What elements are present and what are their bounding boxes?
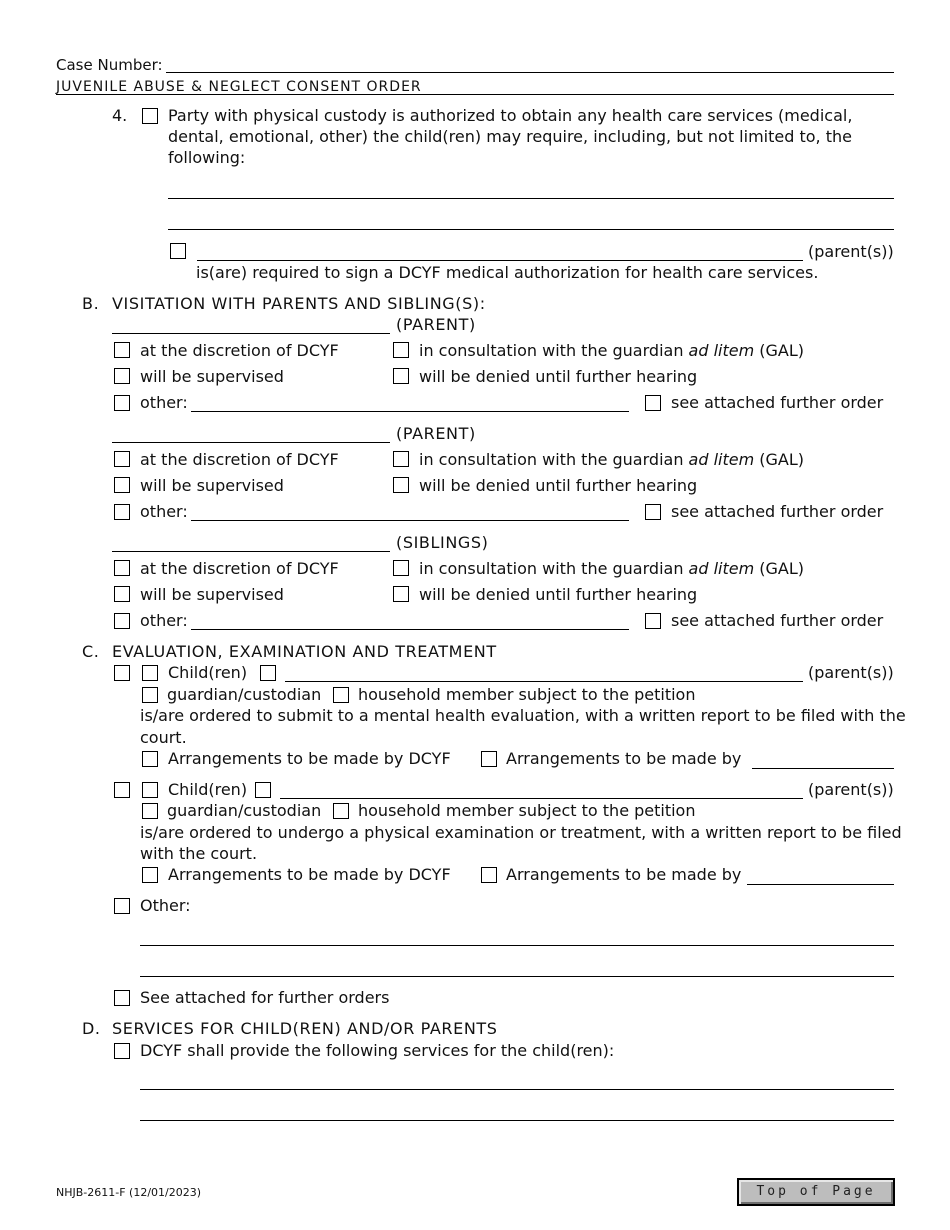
evaluation-other-field-2[interactable]: [140, 976, 894, 977]
form-title: JUVENILE ABUSE & NEGLECT CONSENT ORDER: [56, 79, 422, 95]
discretion-dcyf-label: at the discretion of DCYF: [140, 559, 339, 578]
arrangements-by-label: Arrangements to be made by: [506, 865, 742, 884]
order-text-line2: court.: [140, 728, 187, 747]
section-c-title: EVALUATION, EXAMINATION AND TREATMENT: [112, 642, 497, 661]
gal-consultation-checkbox[interactable]: [393, 560, 409, 576]
item-4-checkbox[interactable]: [142, 108, 158, 124]
section-d-title: SERVICES FOR CHILD(REN) AND/OR PARENTS: [112, 1019, 498, 1038]
parents-field[interactable]: [280, 798, 803, 799]
see-attached-checkbox[interactable]: [645, 504, 661, 520]
denied-checkbox[interactable]: [393, 368, 409, 384]
item-4-text-line2: dental, emotional, other) the child(ren) may require, including, but not limited to, the: [168, 127, 852, 146]
gal-consultation-label: in consultation with the guardian ad litem (GAL): [419, 341, 805, 360]
arrangements-by-label: Arrangements to be made by: [506, 749, 742, 768]
other-field[interactable]: [191, 520, 629, 521]
arrangements-dcyf-label: Arrangements to be made by DCYF: [168, 749, 451, 768]
parents-suffix: (parent(s)): [808, 780, 894, 799]
section-d-letter: D.: [82, 1019, 101, 1038]
gal-consultation-checkbox[interactable]: [393, 342, 409, 358]
other-label: other:: [140, 611, 188, 630]
other-checkbox[interactable]: [114, 613, 130, 629]
visitation-party-label: (PARENT): [396, 315, 476, 334]
evaluation-other-checkbox[interactable]: [114, 898, 130, 914]
top-of-page-button[interactable]: Top of Page: [737, 1178, 895, 1206]
household-checkbox[interactable]: [333, 803, 349, 819]
other-label: other:: [140, 502, 188, 521]
supervised-label: will be supervised: [140, 476, 284, 495]
household-checkbox[interactable]: [333, 687, 349, 703]
visitation-party-label: (PARENT): [396, 424, 476, 443]
visitation-party-label: (SIBLINGS): [396, 533, 489, 552]
visitation-party-field[interactable]: [112, 442, 390, 443]
parents-checkbox[interactable]: [260, 665, 276, 681]
guardian-checkbox[interactable]: [142, 803, 158, 819]
arrangements-by-field[interactable]: [747, 884, 894, 885]
dcyf-services-checkbox[interactable]: [114, 1043, 130, 1059]
see-attached-checkbox[interactable]: [645, 613, 661, 629]
supervised-checkbox[interactable]: [114, 368, 130, 384]
arrangements-dcyf-label: Arrangements to be made by DCYF: [168, 865, 451, 884]
examination-checkbox[interactable]: [114, 782, 130, 798]
child-label: Child(ren): [168, 780, 248, 799]
item-4-number: 4.: [112, 106, 128, 125]
arrangements-by-field[interactable]: [752, 768, 894, 769]
household-label: household member subject to the petition: [358, 801, 696, 820]
item-4-parents-suffix: (parent(s)): [808, 242, 894, 261]
item-4-services-field-2[interactable]: [168, 229, 894, 230]
gal-consultation-label: in consultation with the guardian ad litem (GAL): [419, 559, 805, 578]
arrangements-dcyf-checkbox[interactable]: [142, 751, 158, 767]
denied-label: will be denied until further hearing: [419, 476, 698, 495]
denied-checkbox[interactable]: [393, 586, 409, 602]
order-text-line2: with the court.: [140, 844, 258, 863]
evaluation-checkbox[interactable]: [114, 665, 130, 681]
denied-label: will be denied until further hearing: [419, 367, 698, 386]
case-number-field[interactable]: [166, 72, 894, 73]
arrangements-dcyf-checkbox[interactable]: [142, 867, 158, 883]
arrangements-by-checkbox[interactable]: [481, 751, 497, 767]
evaluation-other-field-1[interactable]: [140, 945, 894, 946]
child-checkbox[interactable]: [142, 665, 158, 681]
dcyf-services-field-1[interactable]: [140, 1089, 894, 1090]
form-number: NHJB-2611-F (12/01/2023): [56, 1186, 202, 1199]
item-4-text-line1: Party with physical custody is authorized to obtain any health care services (medical,: [168, 106, 853, 125]
household-label: household member subject to the petition: [358, 685, 696, 704]
discretion-dcyf-checkbox[interactable]: [114, 342, 130, 358]
see-attached-label: see attached further order: [671, 502, 884, 521]
dcyf-services-field-2[interactable]: [140, 1120, 894, 1121]
order-text-line1: is/are ordered to undergo a physical examination or treatment, with a written report to be filed: [140, 823, 902, 842]
dcyf-services-label: DCYF shall provide the following services for the child(ren):: [140, 1041, 615, 1060]
supervised-checkbox[interactable]: [114, 586, 130, 602]
arrangements-by-checkbox[interactable]: [481, 867, 497, 883]
discretion-dcyf-label: at the discretion of DCYF: [140, 341, 339, 360]
other-checkbox[interactable]: [114, 504, 130, 520]
visitation-party-field[interactable]: [112, 551, 390, 552]
other-label: other:: [140, 393, 188, 412]
see-attached-label: see attached further order: [671, 611, 884, 630]
denied-checkbox[interactable]: [393, 477, 409, 493]
discretion-dcyf-checkbox[interactable]: [114, 451, 130, 467]
parents-checkbox[interactable]: [255, 782, 271, 798]
supervised-checkbox[interactable]: [114, 477, 130, 493]
other-field[interactable]: [191, 629, 629, 630]
section-c-letter: C.: [82, 642, 100, 661]
denied-label: will be denied until further hearing: [419, 585, 698, 604]
item-4-text-line3: following:: [168, 148, 246, 167]
evaluation-other-label: Other:: [140, 896, 191, 915]
discretion-dcyf-label: at the discretion of DCYF: [140, 450, 339, 469]
see-attached-orders-label: See attached for further orders: [140, 988, 390, 1007]
discretion-dcyf-checkbox[interactable]: [114, 560, 130, 576]
guardian-checkbox[interactable]: [142, 687, 158, 703]
parents-field[interactable]: [285, 681, 803, 682]
guardian-label: guardian/custodian: [167, 801, 322, 820]
item-4-auth-checkbox[interactable]: [170, 243, 186, 259]
gal-consultation-checkbox[interactable]: [393, 451, 409, 467]
other-checkbox[interactable]: [114, 395, 130, 411]
guardian-label: guardian/custodian: [167, 685, 322, 704]
supervised-label: will be supervised: [140, 585, 284, 604]
item-4-auth-text: is(are) required to sign a DCYF medical authorization for health care services.: [196, 263, 819, 282]
header-divider: [56, 94, 894, 95]
section-b-title: VISITATION WITH PARENTS AND SIBLING(S):: [112, 294, 486, 313]
section-b-letter: B.: [82, 294, 100, 313]
gal-consultation-label: in consultation with the guardian ad litem (GAL): [419, 450, 805, 469]
case-number-label: Case Number:: [56, 56, 163, 74]
see-attached-label: see attached further order: [671, 393, 884, 412]
supervised-label: will be supervised: [140, 367, 284, 386]
child-checkbox[interactable]: [142, 782, 158, 798]
item-4-services-field-1[interactable]: [168, 198, 894, 199]
other-field[interactable]: [191, 411, 629, 412]
see-attached-checkbox[interactable]: [645, 395, 661, 411]
order-text-line1: is/are ordered to submit to a mental health evaluation, with a written report to be filed with the: [140, 706, 906, 725]
item-4-parents-field[interactable]: [197, 260, 803, 261]
visitation-party-field[interactable]: [112, 333, 390, 334]
see-attached-orders-checkbox[interactable]: [114, 990, 130, 1006]
parents-suffix: (parent(s)): [808, 663, 894, 682]
child-label: Child(ren): [168, 663, 248, 682]
